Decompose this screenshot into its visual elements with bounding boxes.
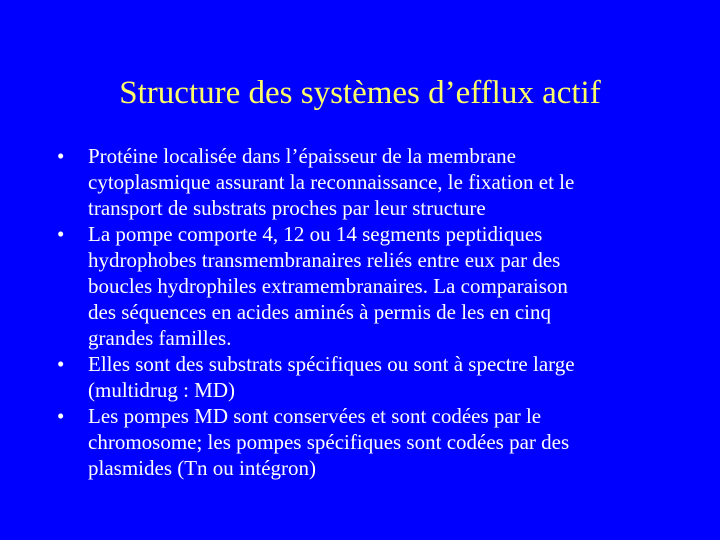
bullet-item <box>57 221 677 351</box>
bullet-item <box>57 403 677 481</box>
slide-title: Structure des systèmes d’efflux actif <box>119 75 601 111</box>
bullet-icon: • <box>57 144 65 168</box>
bullet-text-line: cytoplasmique assurant la reconnaissance, le fixation et le <box>88 170 575 194</box>
bullet-list <box>57 143 677 481</box>
bullet-text-line: (multidrug : MD) <box>88 378 235 402</box>
bullet-item <box>57 143 677 221</box>
bullet-text-line: Protéine localisée dans l’épaisseur de la membrane <box>88 144 516 168</box>
bullet-icon: • <box>57 222 65 246</box>
bullet-text-line: chromosome; les pompes spécifiques sont codées par des <box>88 430 570 454</box>
bullet-icon: • <box>57 352 65 376</box>
bullet-text-line: des séquences en acides aminés à permis de les en cinq <box>88 300 551 324</box>
bullet-text-line: Les pompes MD sont conservées et sont codées par le <box>88 404 542 428</box>
bullet-item <box>57 351 677 403</box>
bullet-text-line: boucles hydrophiles extramembranaires. La comparaison <box>88 274 568 298</box>
bullet-text-line: hydrophobes transmembranaires reliés entre eux par des <box>88 248 561 272</box>
bullet-text-line: Elles sont des substrats spécifiques ou sont à spectre large <box>88 352 575 376</box>
bullet-text-line: La pompe comporte 4, 12 ou 14 segments peptidiques <box>88 222 543 246</box>
bullet-text-line: transport de substrats proches par leur structure <box>88 196 486 220</box>
bullet-text-line: plasmides (Tn ou intégron) <box>88 456 317 480</box>
bullet-icon: • <box>57 404 65 428</box>
bullet-text-line: grandes familles. <box>88 326 232 350</box>
